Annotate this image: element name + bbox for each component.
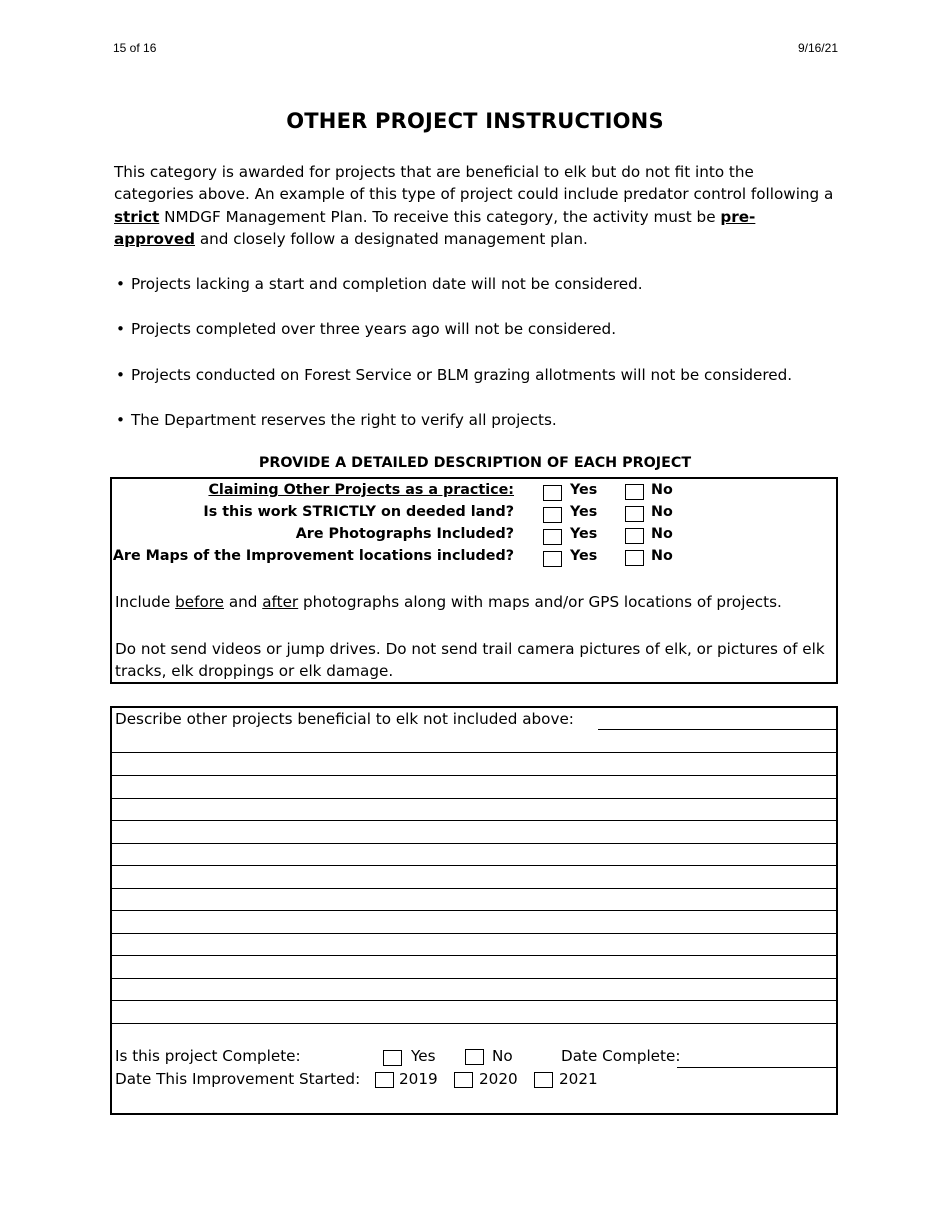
- bullet-dot: •: [116, 366, 125, 384]
- no-label: No: [651, 504, 673, 520]
- no-checkbox[interactable]: [625, 528, 644, 544]
- year-2021-label: 2021: [559, 1070, 598, 1088]
- question-label: Are Maps of the Improvement locations included?: [112, 548, 514, 564]
- date-complete-field[interactable]: [677, 1067, 837, 1068]
- photo-instructions: [115, 591, 830, 613]
- question-row: [112, 502, 836, 524]
- writing-line[interactable]: [112, 798, 836, 799]
- bullet-text: Projects conducted on Forest Service or BLM grazing allotments will not be considered.: [131, 366, 793, 384]
- note-text-b: and: [224, 593, 263, 611]
- intro-text-2: NMDGF Management Plan. To receive this category, the activity must be: [159, 207, 721, 226]
- page-number: 15 of 16: [113, 41, 157, 55]
- writing-line[interactable]: [112, 1000, 836, 1001]
- description-box: [110, 706, 838, 1115]
- bullet-dot: •: [116, 411, 125, 429]
- document-date: 9/16/21: [797, 41, 838, 55]
- year-2019-label: 2019: [399, 1070, 438, 1088]
- complete-no-label: No: [492, 1047, 513, 1065]
- bullet-item: [116, 320, 616, 338]
- describe-label: Describe other projects beneficial to elk not included above:: [115, 710, 574, 728]
- bullet-dot: •: [116, 320, 125, 338]
- writing-line[interactable]: [112, 933, 836, 934]
- section-title: PROVIDE A DETAILED DESCRIPTION OF EACH PROJECT: [258, 455, 692, 471]
- yes-checkbox[interactable]: [543, 485, 562, 501]
- writing-line[interactable]: [112, 865, 836, 866]
- writing-line[interactable]: [112, 955, 836, 956]
- no-label: No: [651, 548, 673, 564]
- year-2021-checkbox[interactable]: [534, 1072, 553, 1088]
- complete-label: Is this project Complete:: [115, 1047, 301, 1065]
- writing-line[interactable]: [112, 820, 836, 821]
- yes-label: Yes: [570, 482, 598, 498]
- intro-paragraph: [114, 161, 834, 250]
- intro-preapproved: pre-approved: [114, 207, 756, 248]
- year-2020-checkbox[interactable]: [454, 1072, 473, 1088]
- yes-checkbox[interactable]: [543, 529, 562, 545]
- bullet-text: Projects completed over three years ago will not be considered.: [131, 320, 617, 338]
- year-2019-checkbox[interactable]: [375, 1072, 394, 1088]
- writing-line[interactable]: [112, 978, 836, 979]
- writing-line[interactable]: [112, 843, 836, 844]
- note-text-c: photographs along with maps and/or GPS locations of projects.: [298, 593, 782, 611]
- intro-text-3: and closely follow a designated management plan.: [195, 229, 588, 248]
- note-text-a: Include: [115, 593, 176, 611]
- questions-box: [110, 477, 838, 684]
- bullet-dot: •: [116, 275, 125, 293]
- yes-label: Yes: [570, 526, 598, 542]
- yes-label: Yes: [570, 548, 598, 564]
- bullet-item: [116, 275, 643, 293]
- writing-line[interactable]: [112, 775, 836, 776]
- yes-checkbox[interactable]: [543, 507, 562, 523]
- writing-line[interactable]: [112, 910, 836, 911]
- complete-yes-label: Yes: [411, 1047, 436, 1065]
- started-label: Date This Improvement Started:: [115, 1070, 361, 1088]
- question-label: Are Photographs Included?: [295, 526, 514, 542]
- complete-no-checkbox[interactable]: [465, 1049, 484, 1065]
- bullet-item: [116, 366, 792, 384]
- bullet-item: [116, 411, 557, 429]
- no-checkbox[interactable]: [625, 550, 644, 566]
- no-checkbox[interactable]: [625, 484, 644, 500]
- question-label: Is this work STRICTLY on deeded land?: [203, 504, 514, 520]
- question-label: Claiming Other Projects as a practice:: [208, 482, 514, 498]
- writing-line[interactable]: [112, 1023, 836, 1024]
- writing-line[interactable]: [112, 752, 836, 753]
- yes-label: Yes: [570, 504, 598, 520]
- note-after: after: [262, 593, 299, 611]
- intro-strict: strict: [114, 207, 160, 226]
- page-title: OTHER PROJECT INSTRUCTIONS: [286, 109, 664, 133]
- intro-text-1: This category is awarded for projects that are beneficial to elk but do not fit into the categories above. An example of this type of project could include predator control following a: [114, 163, 834, 204]
- note-before: before: [175, 593, 225, 611]
- question-row: [112, 480, 836, 502]
- writing-line[interactable]: [112, 888, 836, 889]
- question-row: [112, 524, 836, 546]
- complete-yes-checkbox[interactable]: [383, 1050, 402, 1066]
- no-checkbox[interactable]: [625, 506, 644, 522]
- no-label: No: [651, 482, 673, 498]
- submission-restrictions: Do not send videos or jump drives. Do not send trail camera pictures of elk, or pictures of elk tracks, elk droppings or elk damage.: [115, 640, 825, 681]
- no-label: No: [651, 526, 673, 542]
- question-row: [112, 546, 836, 568]
- bullet-text: The Department reserves the right to verify all projects.: [131, 411, 557, 429]
- yes-checkbox[interactable]: [543, 551, 562, 567]
- year-2020-label: 2020: [479, 1070, 518, 1088]
- date-complete-label: Date Complete:: [561, 1047, 681, 1065]
- describe-short-line: [598, 729, 838, 730]
- bullet-text: Projects lacking a start and completion date will not be considered.: [131, 275, 643, 293]
